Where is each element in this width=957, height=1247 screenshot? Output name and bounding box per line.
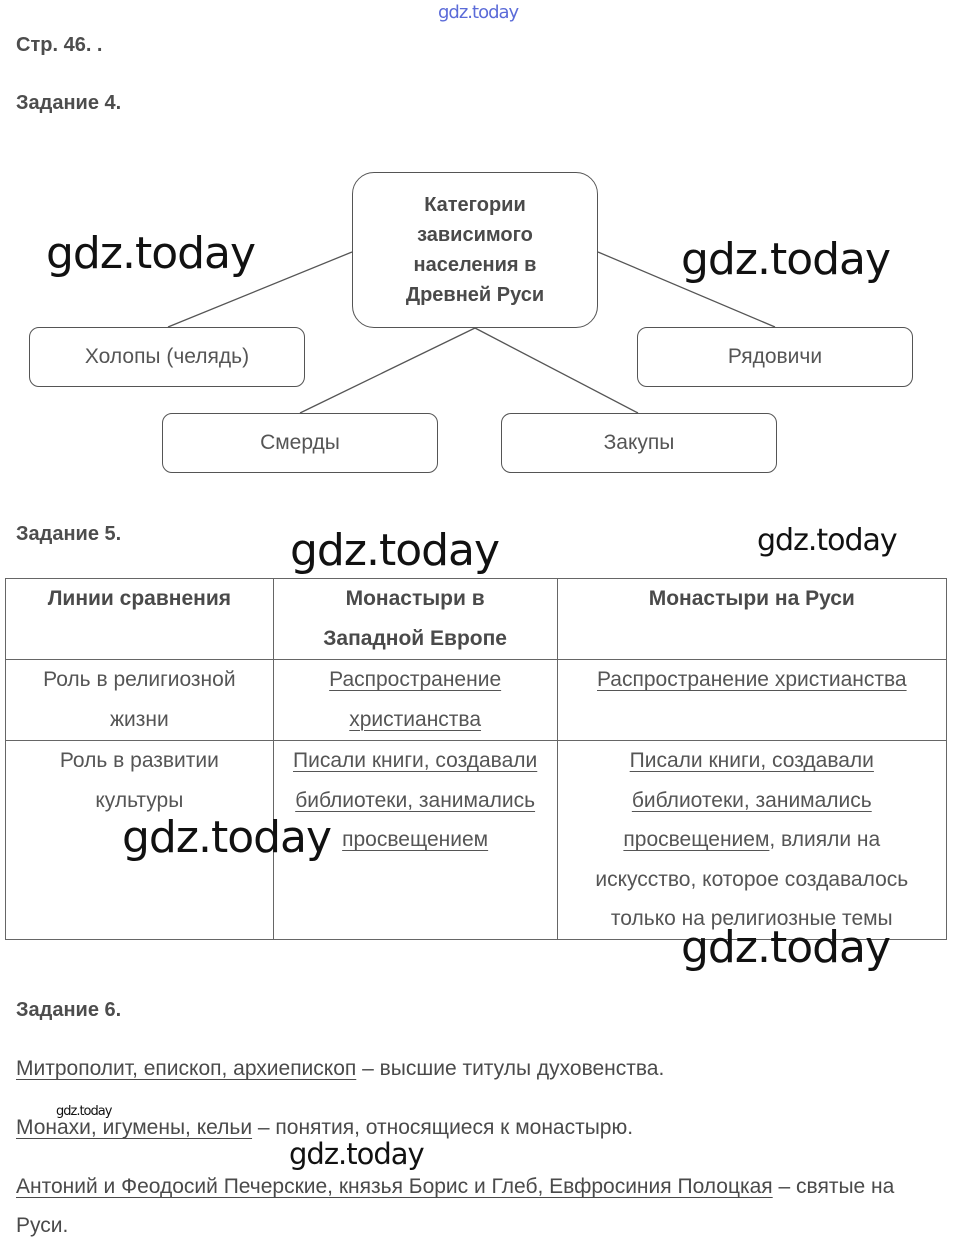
center-line-3: населения в [413, 254, 537, 276]
table-row [6, 660, 947, 741]
dependent-population-diagram [0, 160, 957, 490]
cell-line-culture: Роль в развитии культуры [6, 741, 274, 940]
node-kholopy: Холопы (челядь) [29, 327, 305, 387]
center-line-1: Категории [424, 194, 526, 216]
task5-heading: Задание 5. [16, 523, 122, 545]
task6-line-2 [16, 1108, 936, 1147]
watermark-task5-center: gdz.today [290, 525, 500, 576]
west-culture-underlined: Писали книги, создавали библиотеки, занимались просвещением [293, 749, 538, 851]
task6-line-3-rest: – святые на Руси. [16, 1175, 895, 1237]
task6-line-1-underlined: Митрополит, епископ, архиепископ [16, 1057, 357, 1080]
node-zakupy: Закупы [501, 413, 777, 473]
task6-line-2-rest: – понятия, относящиеся к монастырю. [252, 1116, 634, 1139]
watermark-table-left: gdz.today [122, 812, 332, 863]
header-rus-monasteries: Монастыри на Руси [557, 579, 946, 660]
watermark-table-right: gdz.today [681, 922, 891, 973]
watermark-small: gdz.today [56, 1104, 112, 1119]
task6-line-3-underlined: Антоний и Феодосий Печерские, князья Борис и Глеб, Евфросиния Полоцкая [16, 1175, 773, 1198]
page-reference: Стр. 46. . [16, 34, 103, 56]
watermark-task6: gdz.today [289, 1137, 424, 1171]
connector-zakupy [475, 328, 638, 413]
comparison-table [5, 578, 947, 940]
cell-rus-culture [557, 741, 946, 940]
rus-religion-underlined: Распространение христианства [597, 668, 907, 691]
rus-culture-rest: , влияли на искусство, которое создавалось только на религиозные темы [595, 828, 909, 930]
cell-west-religion [273, 660, 557, 741]
watermark-diagram-left: gdz.today [46, 228, 256, 279]
connector-smerdy [300, 328, 475, 413]
node-smerdy: Смерды [162, 413, 438, 473]
watermark-task5-right: gdz.today [757, 523, 897, 558]
diagram-center-box [352, 172, 598, 328]
task4-heading: Задание 4. [16, 92, 122, 114]
task6-line-1 [16, 1049, 936, 1088]
table-header-row [6, 579, 947, 660]
task6-line-2-underlined: Монахи, игумены, кельи [16, 1116, 253, 1139]
cell-rus-religion [557, 660, 946, 741]
rus-culture-underlined: Писали книги, создавали библиотеки, занимались просвещением [623, 749, 874, 851]
cell-line-religion: Роль в религиозной жизни [6, 660, 274, 741]
center-line-2: зависимого [417, 224, 533, 246]
header-comparison-lines: Линии сравнения [6, 579, 274, 660]
watermark-top: gdz.today [438, 2, 519, 23]
node-ryadovichi: Рядовичи [637, 327, 913, 387]
task6-heading: Задание 6. [16, 999, 122, 1021]
center-line-4: Древней Руси [405, 284, 545, 306]
header-west-monasteries: Монастыри в Западной Европе [273, 579, 557, 660]
west-religion-underlined: Распространение христианства [329, 668, 502, 731]
watermark-diagram-right: gdz.today [681, 234, 891, 285]
task6-line-1-rest: – высшие титулы духовенства. [356, 1057, 665, 1080]
task6-line-3 [16, 1167, 896, 1245]
